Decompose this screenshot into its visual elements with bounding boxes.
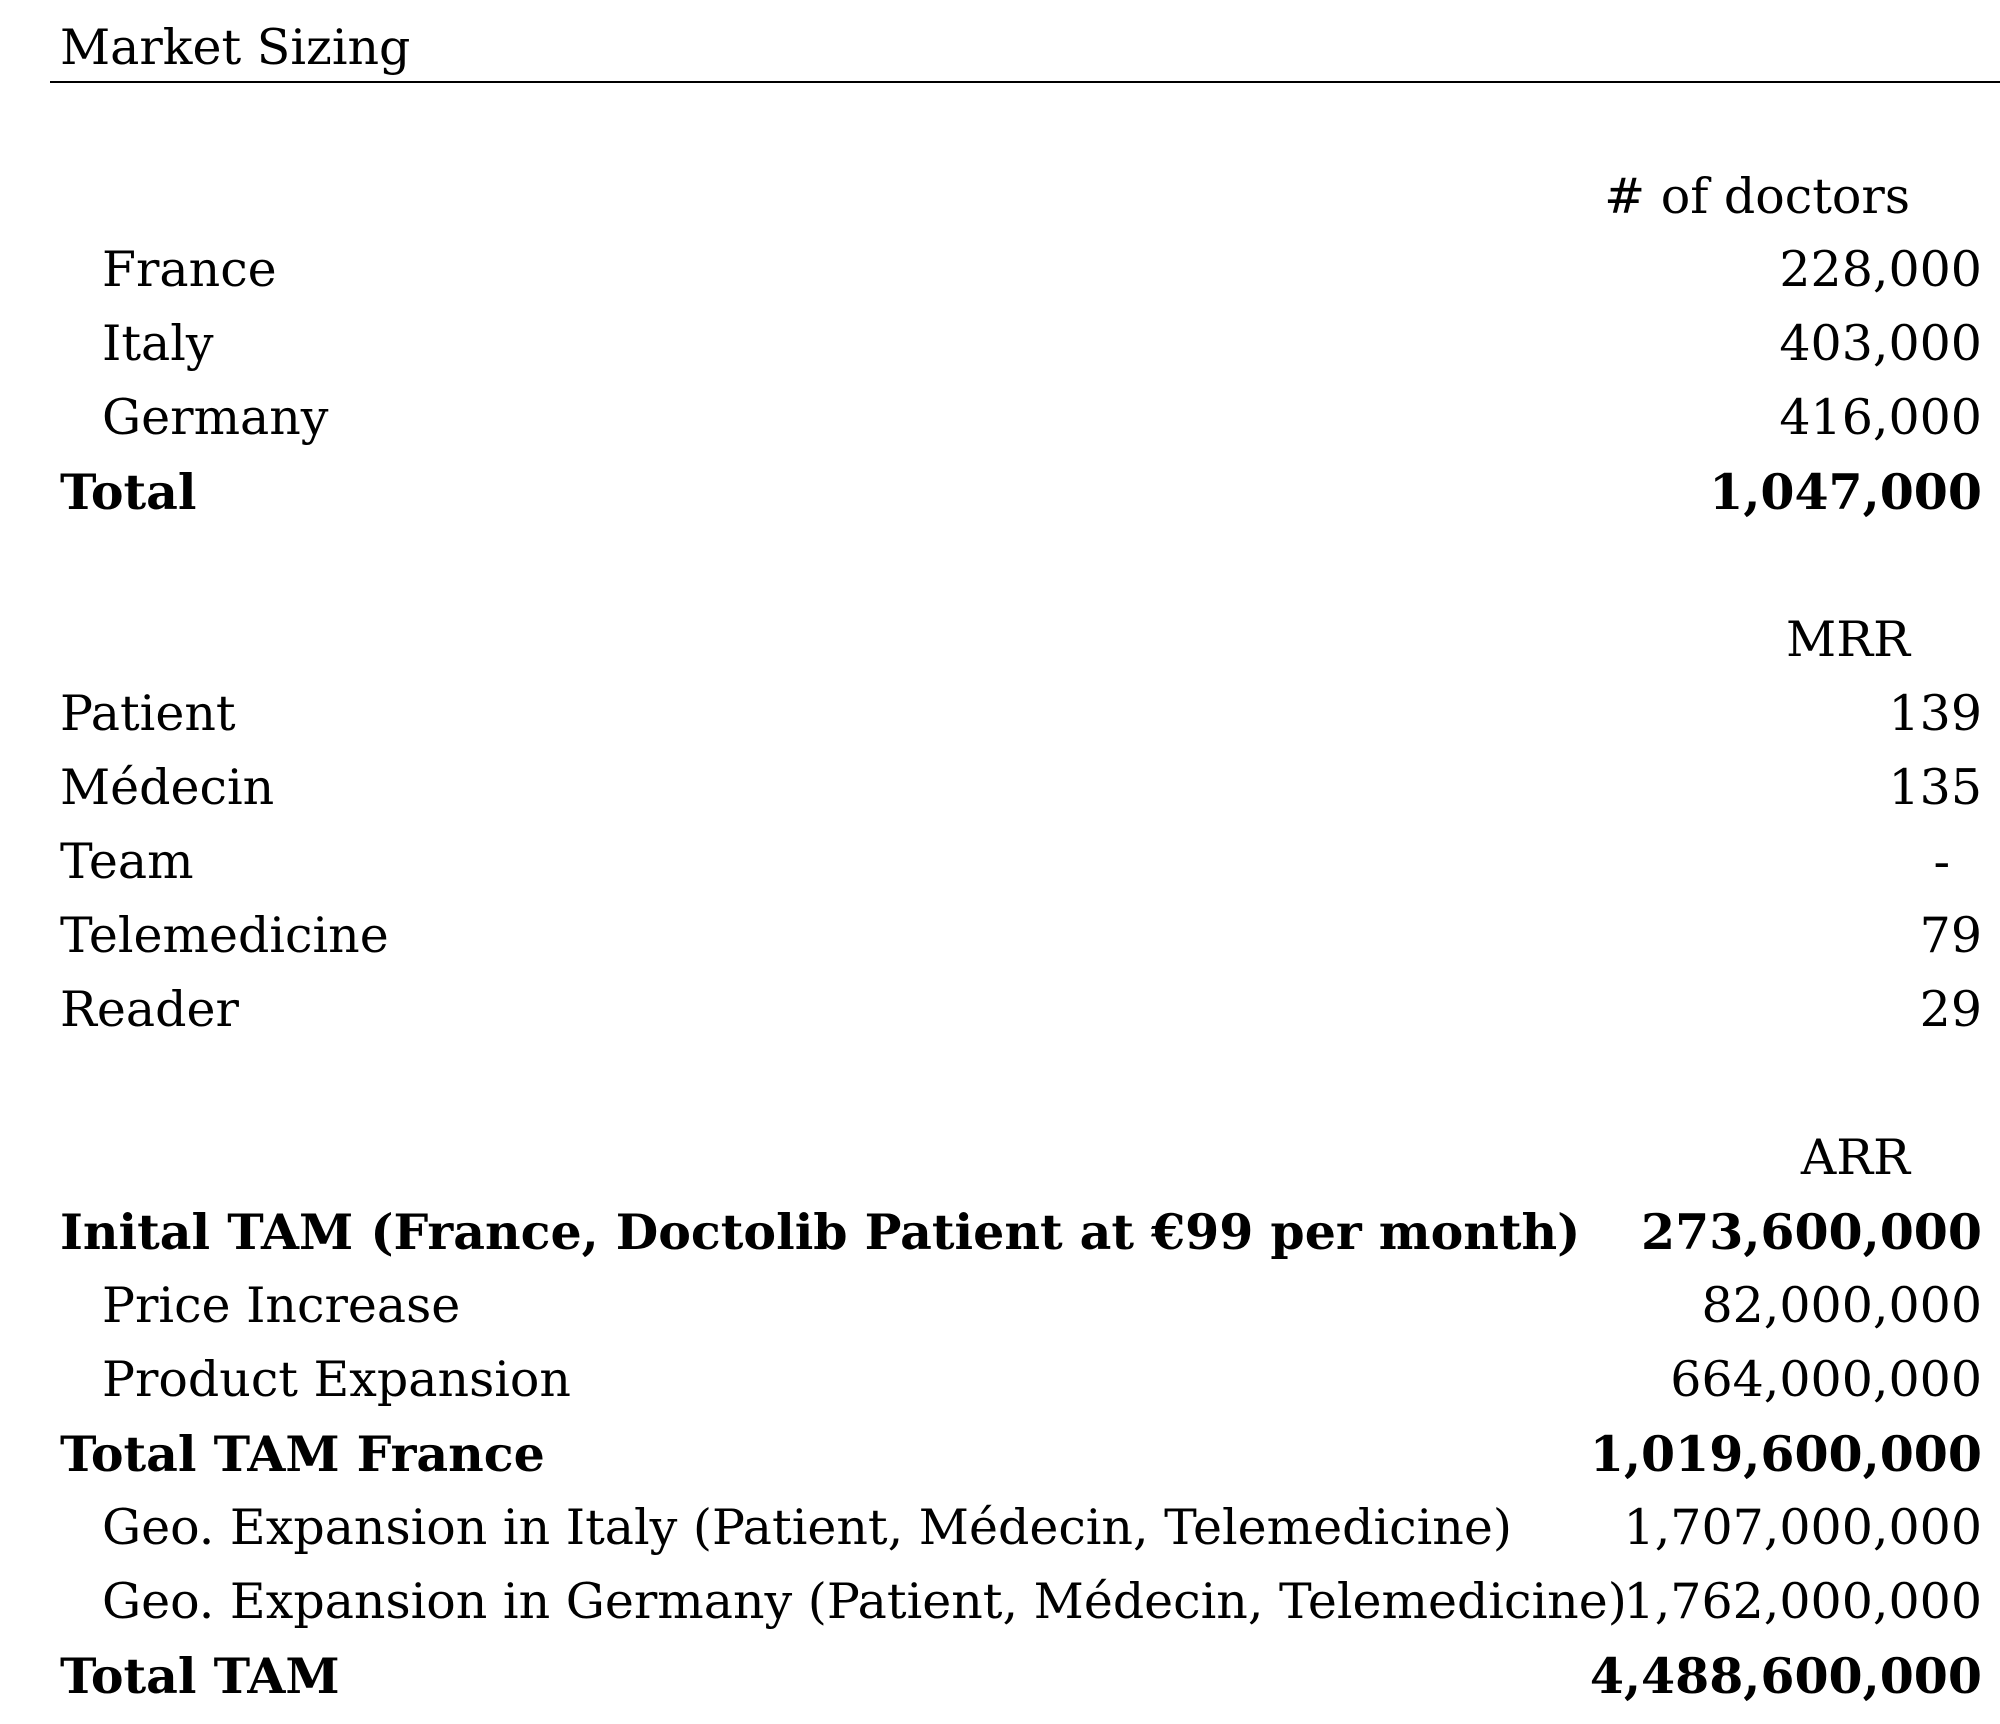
mrr-row-telemedicine [0, 904, 2000, 968]
arr-header-row [0, 1126, 2000, 1190]
row-label: Geo. Expansion in Italy (Patient, Médecin, Telemedicine) [102, 1499, 1512, 1556]
row-label: Patient [60, 685, 236, 742]
row-value: 1,019,600,000 [1589, 1425, 1982, 1483]
arr-row-initial-tam [0, 1200, 2000, 1264]
arr-row-total-tam-france [0, 1422, 2000, 1486]
row-label: Total TAM France [60, 1425, 545, 1483]
row-label: Italy [102, 315, 214, 372]
row-value: 135 [1888, 759, 1982, 816]
page-title: Market Sizing [60, 19, 411, 76]
row-value: 1,047,000 [1709, 463, 1982, 521]
row-label: Germany [102, 389, 329, 446]
row-label: Médecin [60, 759, 275, 816]
mrr-column-header: MRR [1786, 611, 1910, 668]
arr-column-header: ARR [1800, 1129, 1910, 1186]
arr-row-total-tam [0, 1644, 2000, 1708]
row-label: Team [60, 833, 194, 890]
row-value: 228,000 [1779, 241, 1982, 298]
mrr-row-patient [0, 682, 2000, 746]
row-value: 1,762,000,000 [1623, 1573, 1982, 1630]
row-value: 1,707,000,000 [1623, 1499, 1982, 1556]
row-value: 664,000,000 [1670, 1351, 1982, 1408]
row-value: 416,000 [1779, 389, 1982, 446]
doctors-row-germany [0, 386, 2000, 450]
row-value: 29 [1919, 981, 1982, 1038]
row-value: 4,488,600,000 [1589, 1647, 1982, 1705]
row-label: Total [60, 463, 197, 521]
arr-row-geo-italy [0, 1496, 2000, 1560]
row-label: Price Increase [102, 1277, 461, 1334]
row-label: France [102, 241, 277, 298]
row-value: 273,600,000 [1641, 1203, 1982, 1261]
row-value: 79 [1919, 907, 1982, 964]
doctors-total-row [0, 460, 2000, 524]
mrr-row-medecin [0, 756, 2000, 820]
mrr-row-team [0, 830, 2000, 894]
row-label: Geo. Expansion in Germany (Patient, Médecin, Telemedicine) [102, 1573, 1627, 1630]
row-label: Total TAM [60, 1647, 340, 1705]
doctors-header-row [0, 165, 2000, 229]
row-value: 82,000,000 [1701, 1277, 1982, 1334]
row-label: Reader [60, 981, 239, 1038]
row-value: 403,000 [1779, 315, 1982, 372]
arr-row-price-increase [0, 1274, 2000, 1338]
doctors-row-italy [0, 312, 2000, 376]
arr-row-product-expansion [0, 1348, 2000, 1412]
title-divider [50, 81, 2000, 83]
doctors-row-france [0, 238, 2000, 302]
row-label: Product Expansion [102, 1351, 571, 1408]
row-label: Telemedicine [60, 907, 389, 964]
doctors-column-header: # of doctors [1604, 168, 1910, 225]
row-label: Inital TAM (France, Doctolib Patient at €99 per month) [60, 1203, 1581, 1261]
mrr-header-row [0, 608, 2000, 672]
arr-row-geo-germany [0, 1570, 2000, 1634]
mrr-row-reader [0, 978, 2000, 1042]
row-value: 139 [1888, 685, 1982, 742]
row-value: - [1933, 833, 1950, 890]
